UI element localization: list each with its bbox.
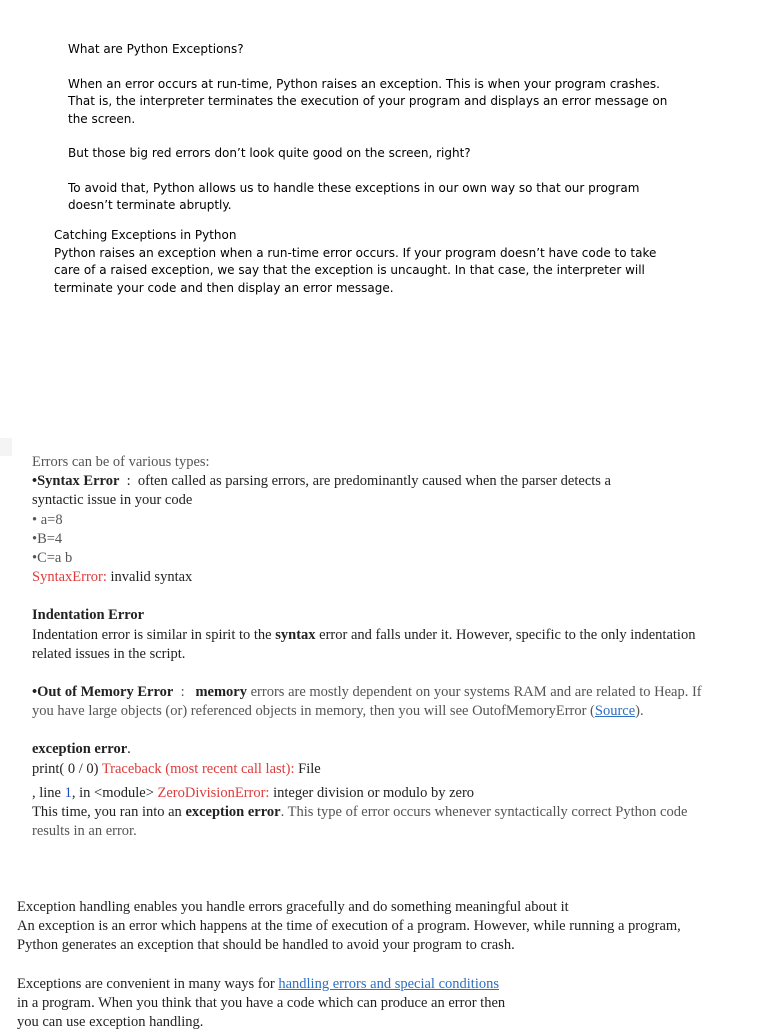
memory-error-paragraph: [32, 683, 722, 721]
code-line-1: • a=8: [32, 511, 63, 528]
zero-division-error-type: ZeroDivisionError:: [157, 784, 270, 801]
handling-paragraph-3-line-2: in a program. When you think that you have a code which can produce an error then: [17, 994, 506, 1011]
memory-error-text: errors are mostly dependent on your systems RAM and are related to Heap. If you have large objects (or) referenced objects in memory, then you will see OutofMemoryError (: [32, 684, 702, 720]
handling-paragraph-1: Exception handling enables you handle errors gracefully and do something meaningful about it: [17, 899, 569, 915]
exception-description: [32, 803, 722, 841]
syntax-error-message: invalid syntax: [106, 569, 193, 586]
syntax-error-separator: :: [119, 473, 138, 490]
memory-bold-word: memory: [195, 684, 247, 701]
indentation-text-after: error and falls under it. However, specific to the only indentation related issues in the script.: [32, 626, 696, 662]
exception-title-line: [32, 740, 722, 759]
handling-paragraph-3-line-3: you can use exception handling.: [17, 1014, 204, 1031]
intro-paragraph-3: To avoid that, Python allows us to handle these exceptions in our own way so that our program doesn’t terminate abruptly.: [68, 180, 640, 212]
syntax-error-line-2: syntactic issue in your code: [32, 492, 193, 509]
catching-heading: Catching Exceptions in Python: [54, 228, 237, 242]
memory-error-label: •Out of Memory Error: [32, 684, 174, 701]
exception-title-period: .: [127, 741, 131, 758]
intro-section: [68, 41, 678, 215]
source-link[interactable]: Source: [594, 703, 636, 720]
errors-section: [32, 453, 722, 841]
indentation-text-before: Indentation error is similar in spirit to the: [32, 626, 276, 643]
code-line-3: •C=a b: [32, 550, 73, 567]
indentation-body: [32, 626, 722, 664]
exception-desc-pre: This time, you ran into an: [32, 804, 186, 821]
syntax-error-output: [32, 568, 722, 587]
exception-title: exception error: [32, 741, 128, 758]
syntax-error-line-1: [32, 472, 722, 491]
traceback-line-number: 1: [64, 784, 72, 801]
catching-section: [54, 227, 684, 297]
syntax-error-description: often called as parsing errors, are predominantly caused when the parser detects a: [137, 473, 611, 490]
handling-p3-pre: Exceptions are convenient in many ways for: [17, 975, 279, 992]
margin-marker: [0, 438, 12, 456]
traceback-line: [32, 784, 722, 803]
indentation-title: Indentation Error: [32, 607, 145, 624]
traceback-line-prefix: , line: [32, 784, 65, 801]
zero-division-error-message: integer division or modulo by zero: [269, 784, 475, 801]
traceback-file: File: [294, 760, 321, 777]
errors-intro: Errors can be of various types:: [32, 454, 210, 470]
handling-section: [17, 898, 717, 1032]
traceback-module: , in <module>: [71, 784, 158, 801]
syntax-error-label: •Syntax Error: [32, 473, 120, 490]
memory-error-close: ).: [635, 703, 644, 720]
intro-paragraph-1: When an error occurs at run-time, Python raises an exception. This is when your program crashes. That is, the interpreter terminates the execution of your program and displays an error message on the screen.: [68, 76, 668, 126]
code-line-2: •B=4: [32, 530, 63, 547]
intro-paragraph-2: But those big red errors don’t look quite good on the screen, right?: [68, 146, 471, 160]
exception-desc-bold: exception error: [185, 804, 281, 821]
handling-paragraph-2: An exception is an error which happens at the time of execution of a program. However, while running a program, Python generates an exception that should be handled to avoid your program to crash.: [17, 918, 681, 954]
intro-question-title: What are Python Exceptions?: [68, 42, 244, 56]
traceback-text: Traceback (most recent call last):: [101, 760, 295, 777]
print-line: [32, 760, 722, 779]
memory-error-separator: :: [173, 684, 196, 701]
syntax-error-type: SyntaxError:: [32, 569, 107, 586]
indentation-bold-word: syntax: [275, 626, 316, 643]
exception-desc-post: . This type of error occurs whenever syntactically correct Python code results in an error.: [32, 804, 688, 840]
handling-errors-link[interactable]: handling errors and special conditions: [278, 975, 499, 992]
print-statement: print( 0 / 0): [32, 760, 102, 777]
catching-body: Python raises an exception when a run-time error occurs. If your program doesn’t have code to take care of a raised exception, we say that the exception is uncaught. In that case, the interpreter will terminate your code and then display an error message.: [54, 245, 657, 295]
handling-paragraph-3-line-1: [17, 975, 717, 994]
